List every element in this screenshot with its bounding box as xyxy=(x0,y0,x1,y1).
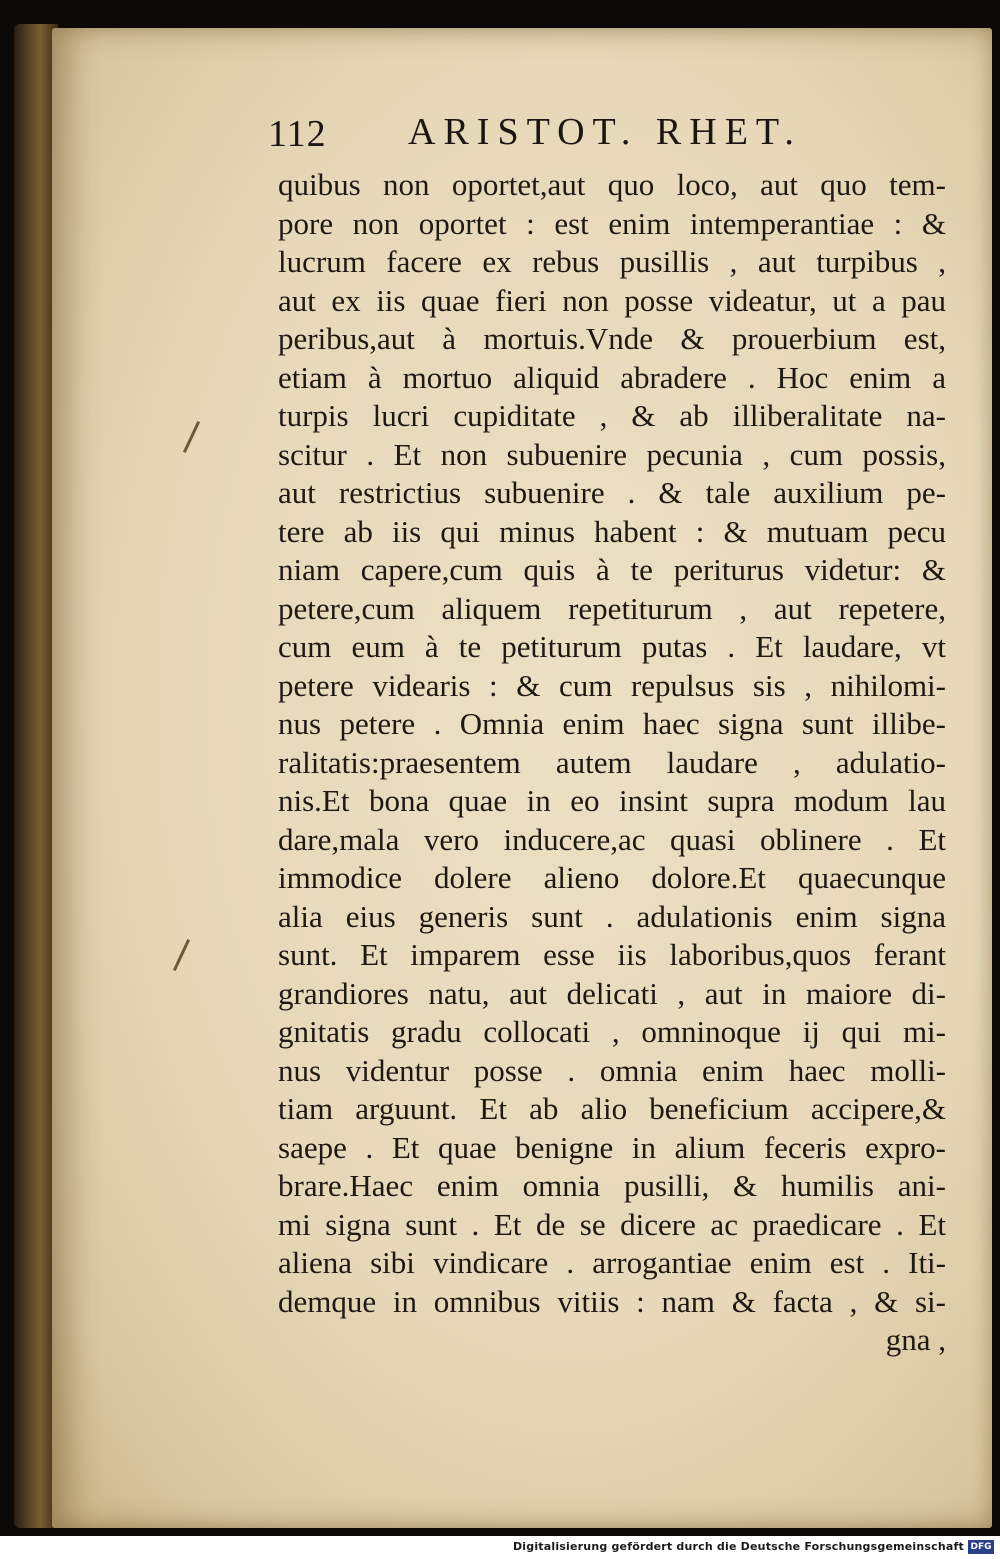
text-line: brare.Haec enim omnia pusilli, & humilis ani- xyxy=(278,1168,946,1203)
text-line: tiam arguunt. Et ab alio beneficium accipere,& xyxy=(278,1091,946,1126)
text-line: gnitatis gradu collocati , omninoque ij qui mi- xyxy=(278,1014,946,1049)
text-line: aliena sibi vindicare . arrogantiae enim est . Iti- xyxy=(278,1245,946,1280)
text-line: nis.Et bona quae in eo insint supra modum lau xyxy=(278,783,946,818)
text-line: scitur . Et non subuenire pecunia , cum possis, xyxy=(278,436,946,472)
text-line: aut ex iis quae fieri non posse videatur, ut a pau xyxy=(278,282,946,318)
funding-credit: Digitalisierung gefördert durch die Deutsche Forschungsgemeinschaft xyxy=(512,1540,964,1553)
text-line: demque in omnibus vitiis : nam & facta , & si- xyxy=(278,1283,946,1319)
text-line: lucrum facere ex rebus pusillis , aut turpibus , xyxy=(278,244,946,279)
page-header xyxy=(268,112,888,158)
text-line: dare,mala vero inducere,ac quasi oblinere . Et xyxy=(278,821,946,857)
text-line: immodice dolere alieno dolore.Et quaecunque xyxy=(278,860,946,895)
text-line: saepe . Et quae benigne in alium feceris expro- xyxy=(278,1129,946,1165)
text-line: etiam à mortuo aliquid abradere . Hoc enim a xyxy=(278,359,946,395)
text-line: aut restrictius subuenire . & tale auxilium pe- xyxy=(278,475,946,510)
text-line: tere ab iis qui minus habent : & mutuam pecu xyxy=(278,513,946,549)
text-line: nus videntur posse . omnia enim haec molli- xyxy=(278,1052,946,1088)
text-line: turpis lucri cupiditate , & ab illiberalitate na- xyxy=(278,398,946,433)
text-line: niam capere,cum quis à te periturus videtur: & xyxy=(278,552,946,587)
text-line: petere videaris : & cum repulsus sis , nihilomi- xyxy=(278,667,946,703)
text-line: cum eum à te petiturum putas . Et laudare, vt xyxy=(278,629,946,664)
text-line: mi signa sunt . Et de se dicere ac praedicare . Et xyxy=(278,1206,946,1242)
text-line: petere,cum aliquem repetiturum , aut repetere, xyxy=(278,590,946,626)
page-text xyxy=(278,166,946,1360)
page-number: 112 xyxy=(268,113,327,155)
text-line: grandiores natu, aut delicati , aut in maiore di- xyxy=(278,975,946,1011)
running-title: ARISTOT. RHET. xyxy=(408,111,802,153)
text-line: pore non oportet : est enim intemperantiae : & xyxy=(278,205,946,241)
catchword-line: gna , xyxy=(885,1322,946,1357)
footer-bar xyxy=(0,1536,1000,1559)
text-line: sunt. Et imparem esse iis laboribus,quos ferant xyxy=(278,937,946,972)
text-line: nus petere . Omnia enim haec signa sunt illibe- xyxy=(278,706,946,741)
text-line: ralitatis:praesentem autem laudare , adulatio- xyxy=(278,744,946,780)
text-line: quibus non oportet,aut quo loco, aut quo tem- xyxy=(278,167,946,202)
text-line: alia eius generis sunt . adulationis enim signa xyxy=(278,898,946,934)
text-line: peribus,aut à mortuis.Vnde & prouerbium est, xyxy=(278,321,946,356)
dfg-logo-icon: DFG xyxy=(968,1540,994,1554)
